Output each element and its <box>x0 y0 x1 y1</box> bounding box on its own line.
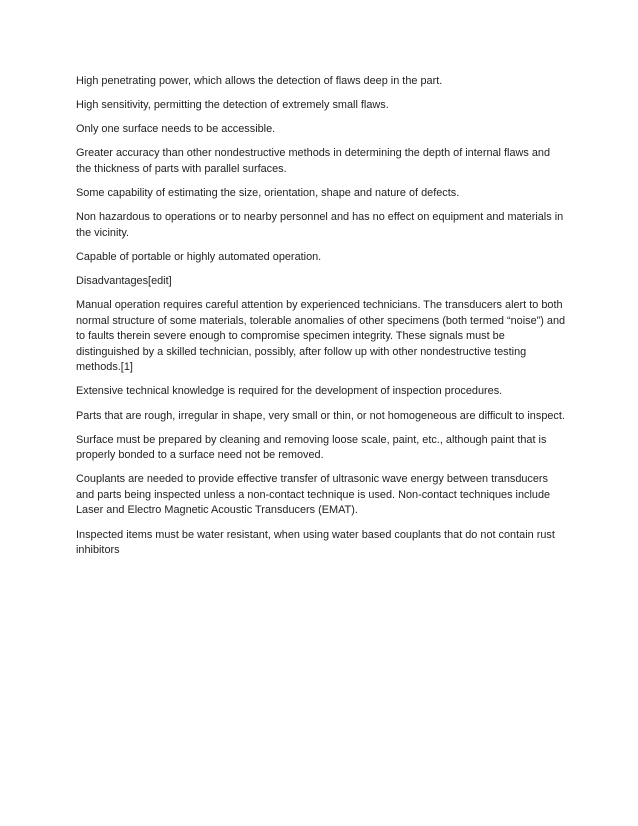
paragraph-couplants: Couplants are needed to provide effective transfer of ultrasonic wave energy between transducers and parts being inspected unless a non-contact technique is used. Non-contact techniques include Laser and Electro Magnetic Acoustic Transducers (EMAT). <box>76 473 551 517</box>
paragraph-non-hazardous: Non hazardous to operations or to nearby personnel and has no effect on equipment and materials in the vicinity. <box>76 211 564 239</box>
paragraph-one-surface: Only one surface needs to be accessible. <box>76 123 276 136</box>
paragraph-estimating-defects: Some capability of estimating the size, orientation, shape and nature of defects. <box>76 186 460 199</box>
paragraph-greater-accuracy: Greater accuracy than other nondestructive methods in determining the depth of internal flaws and the thickness of parts with parallel surfaces. <box>76 147 551 175</box>
paragraph-surface-preparation: Surface must be prepared by cleaning and removing loose scale, paint, etc., although paint that is properly bonded to a surface need not be removed. <box>76 433 547 462</box>
paragraph-portable-operation: Capable of portable or highly automated operation. <box>76 250 322 263</box>
paragraph-technical-knowledge: Extensive technical knowledge is required for the development of inspection procedures. <box>76 385 503 398</box>
document-body <box>76 74 568 567</box>
paragraph-water-resistant: Inspected items must be water resistant, when using water based couplants that do not contain rust inhibitors <box>76 528 555 557</box>
paragraph-high-sensitivity: High sensitivity, permitting the detection of extremely small flaws. <box>76 99 389 112</box>
paragraph-penetrating-power: High penetrating power, which allows the detection of flaws deep in the part. <box>76 75 443 87</box>
section-heading-disadvantages: Disadvantages[edit] <box>76 274 172 287</box>
paragraph-manual-operation: Manual operation requires careful attention by experienced technicians. The transducers alert to both normal structure of some materials, tolerable anomalies of other specimens (both termed “noise”) and to faults therein severe enough to compromise specimen integrity. These signals must be distinguished by a skilled technician, possibly, after follow up with other nondestructive testing methods.[1] <box>76 298 566 374</box>
paragraph-rough-parts: Parts that are rough, irregular in shape, very small or thin, or not homogeneous are difficult to inspect. <box>76 409 565 422</box>
